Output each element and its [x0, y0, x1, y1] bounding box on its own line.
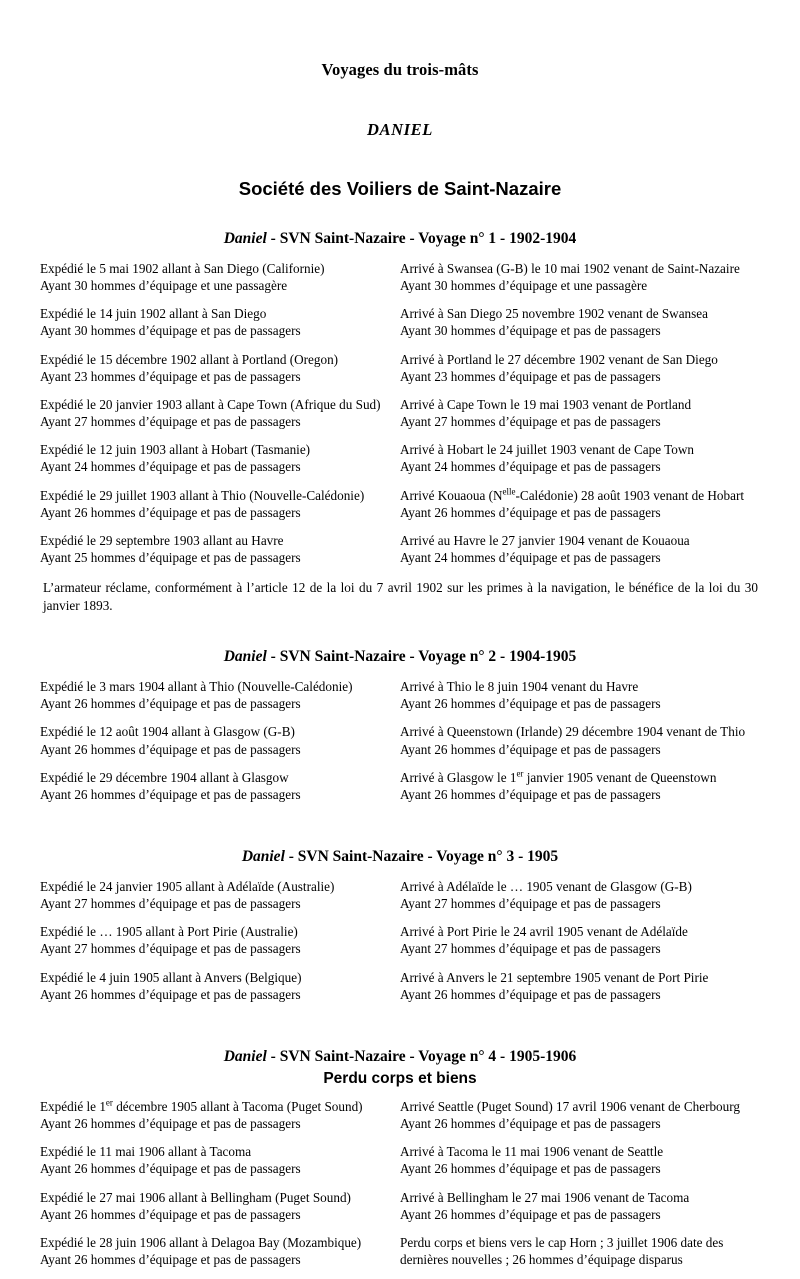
voyage-heading-ship: Daniel [223, 230, 267, 247]
voyage-note: L’armateur réclame, conformément à l’article 12 de la loi du 7 avril 1902 sur les primes à la navigation, le bénéfice de la loi du 30 janvier 1893. [43, 580, 758, 613]
departure-line: Expédié le 27 mai 1906 allant à Bellingham (Puget Sound) [40, 1189, 351, 1205]
departure-line: Expédié le 12 août 1904 allant à Glasgow (G-B) [40, 724, 295, 740]
arrival-line: Arrivé Seattle (Puget Sound) 17 avril 1906 venant de Cherbourg [400, 1098, 740, 1114]
departure-cell [40, 878, 400, 923]
voyage-subtitle: Perdu corps et biens [323, 1069, 477, 1087]
arrival-line: Arrivé à Bellingham le 27 mai 1906 venant de Tacoma [400, 1189, 690, 1205]
arrival-crew-line: Ayant 24 hommes d’équipage et pas de passagers [400, 550, 661, 566]
arrival-cell [400, 1098, 760, 1143]
departure-crew-line: Ayant 25 hommes d’équipage et pas de passagers [40, 550, 301, 566]
arrival-crew-line: Ayant 27 hommes d’équipage et pas de passagers [400, 941, 661, 957]
voyage-section [40, 230, 760, 614]
arrival-cell [400, 351, 760, 396]
departure-cell [40, 532, 400, 577]
departure-line: Expédié le 3 mars 1904 allant à Thio (Nouvelle-Calédonie) [40, 679, 353, 695]
voyage-legs-table [40, 678, 760, 814]
arrival-crew-line: Ayant 27 hommes d’équipage et pas de passagers [400, 896, 661, 912]
arrival-cell [400, 305, 760, 350]
voyage-heading-rest: - SVN Saint-Nazaire - Voyage n° 4 - 1905-1906 [266, 1047, 577, 1065]
departure-line: Expédié le 12 juin 1903 allant à Hobart (Tasmanie) [40, 442, 311, 458]
departure-line: Expédié le 5 mai 1902 allant à San Diego (Californie) [40, 261, 325, 276]
table-row [40, 351, 760, 396]
arrival-line: Arrivé à Port Pirie le 24 avril 1905 venant de Adélaïde [400, 924, 688, 940]
departure-cell [40, 260, 400, 305]
departure-cell [40, 487, 400, 532]
arrival-line: Arrivé à San Diego 25 novembre 1902 venant de Swansea [400, 306, 708, 322]
departure-line: Expédié le 1er décembre 1905 allant à Tacoma (Puget Sound) [40, 1097, 363, 1114]
arrival-crew-line: Ayant 26 hommes d’équipage et pas de passagers [400, 741, 661, 757]
departure-cell [40, 723, 400, 768]
table-row [40, 305, 760, 350]
departure-cell [40, 441, 400, 486]
voyage-heading-rest: - SVN Saint-Nazaire - Voyage n° 2 - 1904-1905 [266, 648, 577, 666]
arrival-cell [400, 260, 760, 305]
company-heading: Société des Voiliers de Saint-Nazaire [238, 178, 562, 199]
arrival-crew-line: Ayant 26 hommes d’équipage et pas de passagers [400, 1206, 661, 1222]
departure-cell [40, 969, 400, 1014]
table-row [40, 769, 760, 814]
arrival-line: Arrivé à Adélaïde le … 1905 venant de Glasgow (G-B) [400, 878, 692, 894]
arrival-crew-line: Ayant 26 hommes d’équipage et pas de passagers [400, 696, 661, 712]
voyage-legs-table [40, 260, 760, 577]
voyage-section [40, 1048, 760, 1279]
voyage-legs-table [40, 1098, 760, 1279]
arrival-cell [400, 1189, 760, 1234]
departure-cell [40, 1143, 400, 1188]
arrival-line: Arrivé à Swansea (G-B) le 10 mai 1902 venant de Saint-Nazaire [400, 261, 740, 276]
departure-crew-line: Ayant 26 hommes d’équipage et pas de passagers [40, 1161, 301, 1177]
arrival-cell [400, 487, 760, 532]
arrival-line: Arrivé à Tacoma le 11 mai 1906 venant de Seattle [400, 1144, 664, 1160]
arrival-crew-line: Ayant 26 hommes d’équipage et pas de passagers [400, 986, 661, 1002]
departure-line: Expédié le 11 mai 1906 allant à Tacoma [40, 1144, 252, 1160]
table-row [40, 532, 760, 577]
departure-crew-line: Ayant 26 hommes d’équipage et pas de passagers [40, 696, 301, 712]
arrival-line: Arrivé à Cape Town le 19 mai 1903 venant de Portland [400, 396, 692, 412]
departure-line: Expédié le 20 janvier 1903 allant à Cape Town (Afrique du Sud) [40, 396, 381, 412]
table-row [40, 441, 760, 486]
departure-cell [40, 396, 400, 441]
voyage-heading [40, 1048, 760, 1066]
departure-crew-line: Ayant 26 hommes d’équipage et pas de passagers [40, 1116, 301, 1132]
table-row [40, 878, 760, 923]
arrival-crew-line: Ayant 26 hommes d’équipage et pas de passagers [400, 1161, 661, 1177]
departure-line: Expédié le 24 janvier 1905 allant à Adélaïde (Australie) [40, 878, 335, 894]
departure-line: Expédié le 15 décembre 1902 allant à Portland (Oregon) [40, 351, 339, 367]
arrival-crew-line: Ayant 30 hommes d’équipage et pas de passagers [400, 323, 661, 339]
departure-crew-line: Ayant 26 hommes d’équipage et pas de passagers [40, 786, 301, 802]
departure-line: Expédié le … 1905 allant à Port Pirie (Australie) [40, 924, 298, 940]
departure-crew-line: Ayant 30 hommes d’équipage et une passagère [40, 278, 288, 294]
table-row [40, 678, 760, 723]
table-row [40, 1189, 760, 1234]
voyage-heading-ship: Daniel [223, 648, 267, 666]
departure-crew-line: Ayant 26 hommes d’équipage et pas de passagers [40, 741, 301, 757]
arrival-line: Arrivé à Queenstown (Irlande) 29 décembre 1904 venant de Thio [400, 724, 746, 740]
arrival-line: Arrivé à Glasgow le 1er janvier 1905 venant de Queenstown [400, 768, 717, 785]
arrival-cell [400, 1143, 760, 1188]
arrival-crew-line: Ayant 30 hommes d’équipage et une passagère [400, 278, 648, 294]
table-row [40, 1143, 760, 1188]
departure-line: Expédié le 28 juin 1906 allant à Delagoa Bay (Mozambique) [40, 1234, 362, 1250]
departure-line: Expédié le 29 septembre 1903 allant au Havre [40, 532, 284, 548]
departure-crew-line: Ayant 26 hommes d’équipage et pas de passagers [40, 1252, 301, 1267]
voyage-legs-table [40, 878, 760, 1014]
voyage-heading [40, 848, 760, 866]
departure-cell [40, 1098, 400, 1143]
departure-cell [40, 305, 400, 350]
arrival-line: Arrivé au Havre le 27 janvier 1904 venant de Kouaoua [400, 532, 690, 548]
departure-crew-line: Ayant 23 hommes d’équipage et pas de passagers [40, 368, 301, 384]
voyage-heading-rest: - SVN Saint-Nazaire - Voyage n° 1 - 1902-1904 [266, 230, 577, 247]
departure-cell [40, 769, 400, 814]
departure-cell [40, 1189, 400, 1234]
arrival-cell [400, 532, 760, 577]
departure-line: Expédié le 14 juin 1902 allant à San Diego [40, 306, 267, 322]
arrival-crew-line: Ayant 23 hommes d’équipage et pas de passagers [400, 368, 661, 384]
arrival-cell [400, 878, 760, 923]
arrival-cell [400, 1234, 760, 1279]
voyage-heading [40, 648, 760, 666]
arrival-crew-line: Ayant 26 hommes d’équipage et pas de passagers [400, 1116, 661, 1132]
departure-crew-line: Ayant 27 hommes d’équipage et pas de passagers [40, 414, 301, 430]
arrival-line: Arrivé à Anvers le 21 septembre 1905 venant de Port Pirie [400, 969, 709, 985]
table-row [40, 723, 760, 768]
arrival-cell [400, 723, 760, 768]
departure-line: Expédié le 4 juin 1905 allant à Anvers (Belgique) [40, 969, 302, 985]
voyage-heading [40, 230, 760, 248]
arrival-crew-line: Ayant 27 hommes d’équipage et pas de passagers [400, 414, 661, 430]
departure-cell [40, 1234, 400, 1279]
table-row [40, 969, 760, 1014]
departure-line: Expédié le 29 juillet 1903 allant à Thio (Nouvelle-Calédonie) [40, 487, 365, 503]
table-row [40, 1234, 760, 1279]
voyage-section [40, 648, 760, 814]
arrival-cell [400, 396, 760, 441]
departure-line: Expédié le 29 décembre 1904 allant à Glasgow [40, 769, 289, 785]
page-title: Voyages du trois-mâts [321, 60, 479, 79]
arrival-line: Arrivé à Hobart le 24 juillet 1903 venant de Cape Town [400, 442, 695, 458]
departure-crew-line: Ayant 30 hommes d’équipage et pas de passagers [40, 323, 301, 339]
departure-crew-line: Ayant 26 hommes d’équipage et pas de passagers [40, 1206, 301, 1222]
arrival-line: Perdu corps et biens vers le cap Horn ; 3 juillet 1906 date des dernières nouvelles ; 26 hommes d’équipage disparus [400, 1234, 724, 1267]
arrival-cell [400, 969, 760, 1014]
voyages-container [40, 230, 760, 1279]
departure-crew-line: Ayant 26 hommes d’équipage et pas de passagers [40, 986, 301, 1002]
departure-cell [40, 678, 400, 723]
departure-crew-line: Ayant 27 hommes d’équipage et pas de passagers [40, 896, 301, 912]
arrival-line: Arrivé à Thio le 8 juin 1904 venant du Havre [400, 679, 639, 695]
arrival-cell [400, 923, 760, 968]
table-row [40, 487, 760, 532]
departure-crew-line: Ayant 24 hommes d’équipage et pas de passagers [40, 459, 301, 475]
arrival-line: Arrivé à Portland le 27 décembre 1902 venant de San Diego [400, 351, 718, 367]
arrival-cell [400, 441, 760, 486]
voyage-heading-ship: Daniel [241, 847, 285, 865]
table-row [40, 260, 760, 305]
arrival-crew-line: Ayant 26 hommes d’équipage et pas de passagers [400, 786, 661, 802]
departure-cell [40, 351, 400, 396]
arrival-line: Arrivé Kouaoua $(N^{elle}-Calédonie)$ 28 août 1903 venant de Hobart [400, 486, 745, 503]
departure-cell [40, 923, 400, 968]
departure-crew-line: Ayant 27 hommes d’équipage et pas de passagers [40, 941, 301, 957]
arrival-cell [400, 678, 760, 723]
arrival-crew-line: Ayant 24 hommes d’équipage et pas de passagers [400, 459, 661, 475]
voyage-section [40, 848, 760, 1014]
arrival-crew-line: Ayant 26 hommes d’équipage et pas de passagers [400, 504, 661, 520]
voyage-heading-rest: - SVN Saint-Nazaire - Voyage n° 3 - 1905 [284, 847, 559, 865]
arrival-cell [400, 769, 760, 814]
table-row [40, 923, 760, 968]
ship-name-heading: DANIEL [367, 120, 433, 139]
departure-crew-line: Ayant 26 hommes d’équipage et pas de passagers [40, 504, 301, 520]
table-row [40, 396, 760, 441]
voyage-heading-ship: Daniel [223, 1047, 267, 1065]
table-row [40, 1098, 760, 1143]
